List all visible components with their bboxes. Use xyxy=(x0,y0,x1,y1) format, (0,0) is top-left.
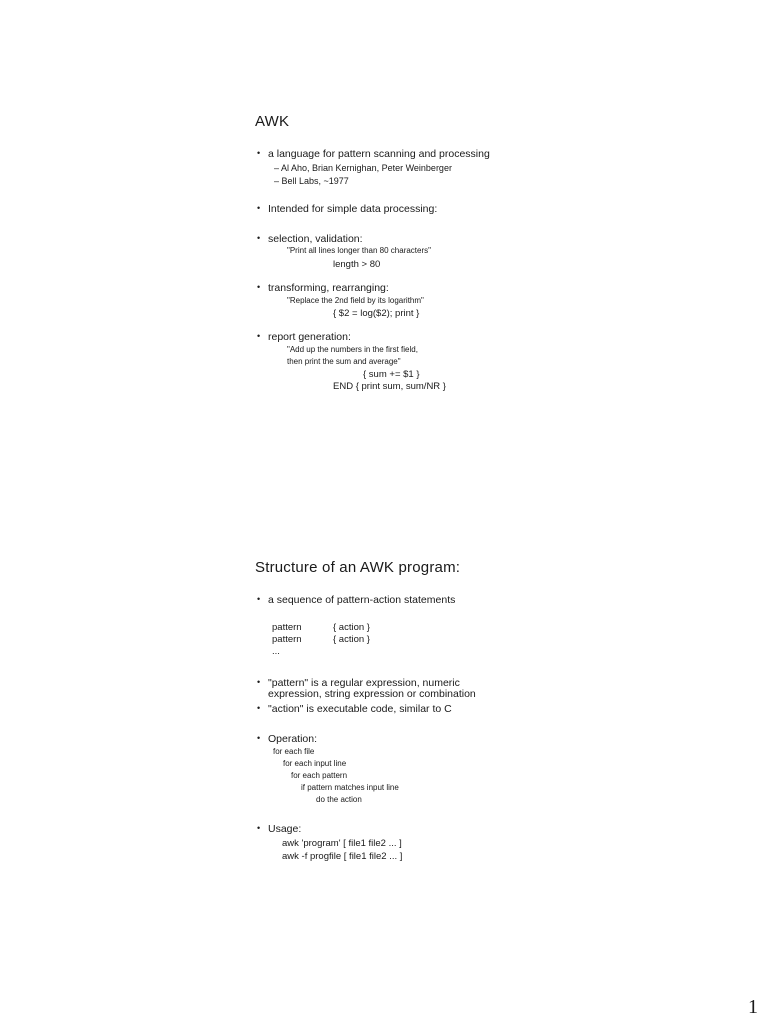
operation-line1: for each file xyxy=(273,747,315,756)
slide1-bullet-selection: • selection, validation: xyxy=(268,233,363,245)
slide1-bullet-report: • report generation: xyxy=(268,331,351,343)
slide2-bullet-action: • "action" is executable code, similar to C xyxy=(268,703,452,715)
slide1-bullet-intended: • Intended for simple data processing: xyxy=(268,203,437,215)
structure-row2-pattern: pattern xyxy=(272,634,302,645)
usage-line2: awk -f progfile [ file1 file2 ... ] xyxy=(282,851,403,862)
slide2-bullet-sequence: • a sequence of pattern-action statements xyxy=(268,594,455,606)
example2-code: { $2 = log($2); print } xyxy=(333,308,420,319)
example1-code: length > 80 xyxy=(333,259,381,270)
slide1-title: AWK xyxy=(255,113,290,130)
slide1-sub-authors: – Al Aho, Brian Kernighan, Peter Weinberger xyxy=(274,163,452,173)
slide2-title: Structure of an AWK program: xyxy=(255,559,461,576)
usage-line1: awk 'program' [ file1 file2 ... ] xyxy=(282,838,402,849)
slide2-bullet-operation: • Operation: xyxy=(268,733,317,745)
slide1-bullet-language: • a language for pattern scanning and processing xyxy=(268,148,490,160)
example3-code-line2: END { print sum, sum/NR } xyxy=(333,381,446,392)
page-number: 1 xyxy=(748,996,758,1018)
slide2-bullet-pattern-line2: expression, string expression or combination xyxy=(268,688,476,700)
structure-row2-action: { action } xyxy=(333,634,370,645)
operation-line3: for each pattern xyxy=(291,771,348,780)
structure-row1-pattern: pattern xyxy=(272,622,302,633)
slide2-bullet-pattern-line1: • "pattern" is a regular expression, numeric xyxy=(268,677,460,689)
example3-quote-line2: then print the sum and average" xyxy=(287,357,401,366)
slide1-bullet-transforming: • transforming, rearranging: xyxy=(268,282,389,294)
example2-quote: "Replace the 2nd field by its logarithm" xyxy=(287,296,424,305)
structure-row1-action: { action } xyxy=(333,622,370,633)
operation-line2: for each input line xyxy=(283,759,347,768)
slide1-sub-bell-labs: – Bell Labs, ~1977 xyxy=(274,176,349,186)
example3-code-line1: { sum += $1 } xyxy=(363,369,420,380)
example3-quote-line1: "Add up the numbers in the first field, xyxy=(287,345,418,354)
slide2-bullet-usage: • Usage: xyxy=(268,823,301,835)
operation-line5: do the action xyxy=(316,795,362,804)
structure-ellipsis: ... xyxy=(272,646,280,657)
operation-line4: if pattern matches input line xyxy=(301,783,399,792)
example1-quote: "Print all lines longer than 80 characters" xyxy=(287,246,431,255)
